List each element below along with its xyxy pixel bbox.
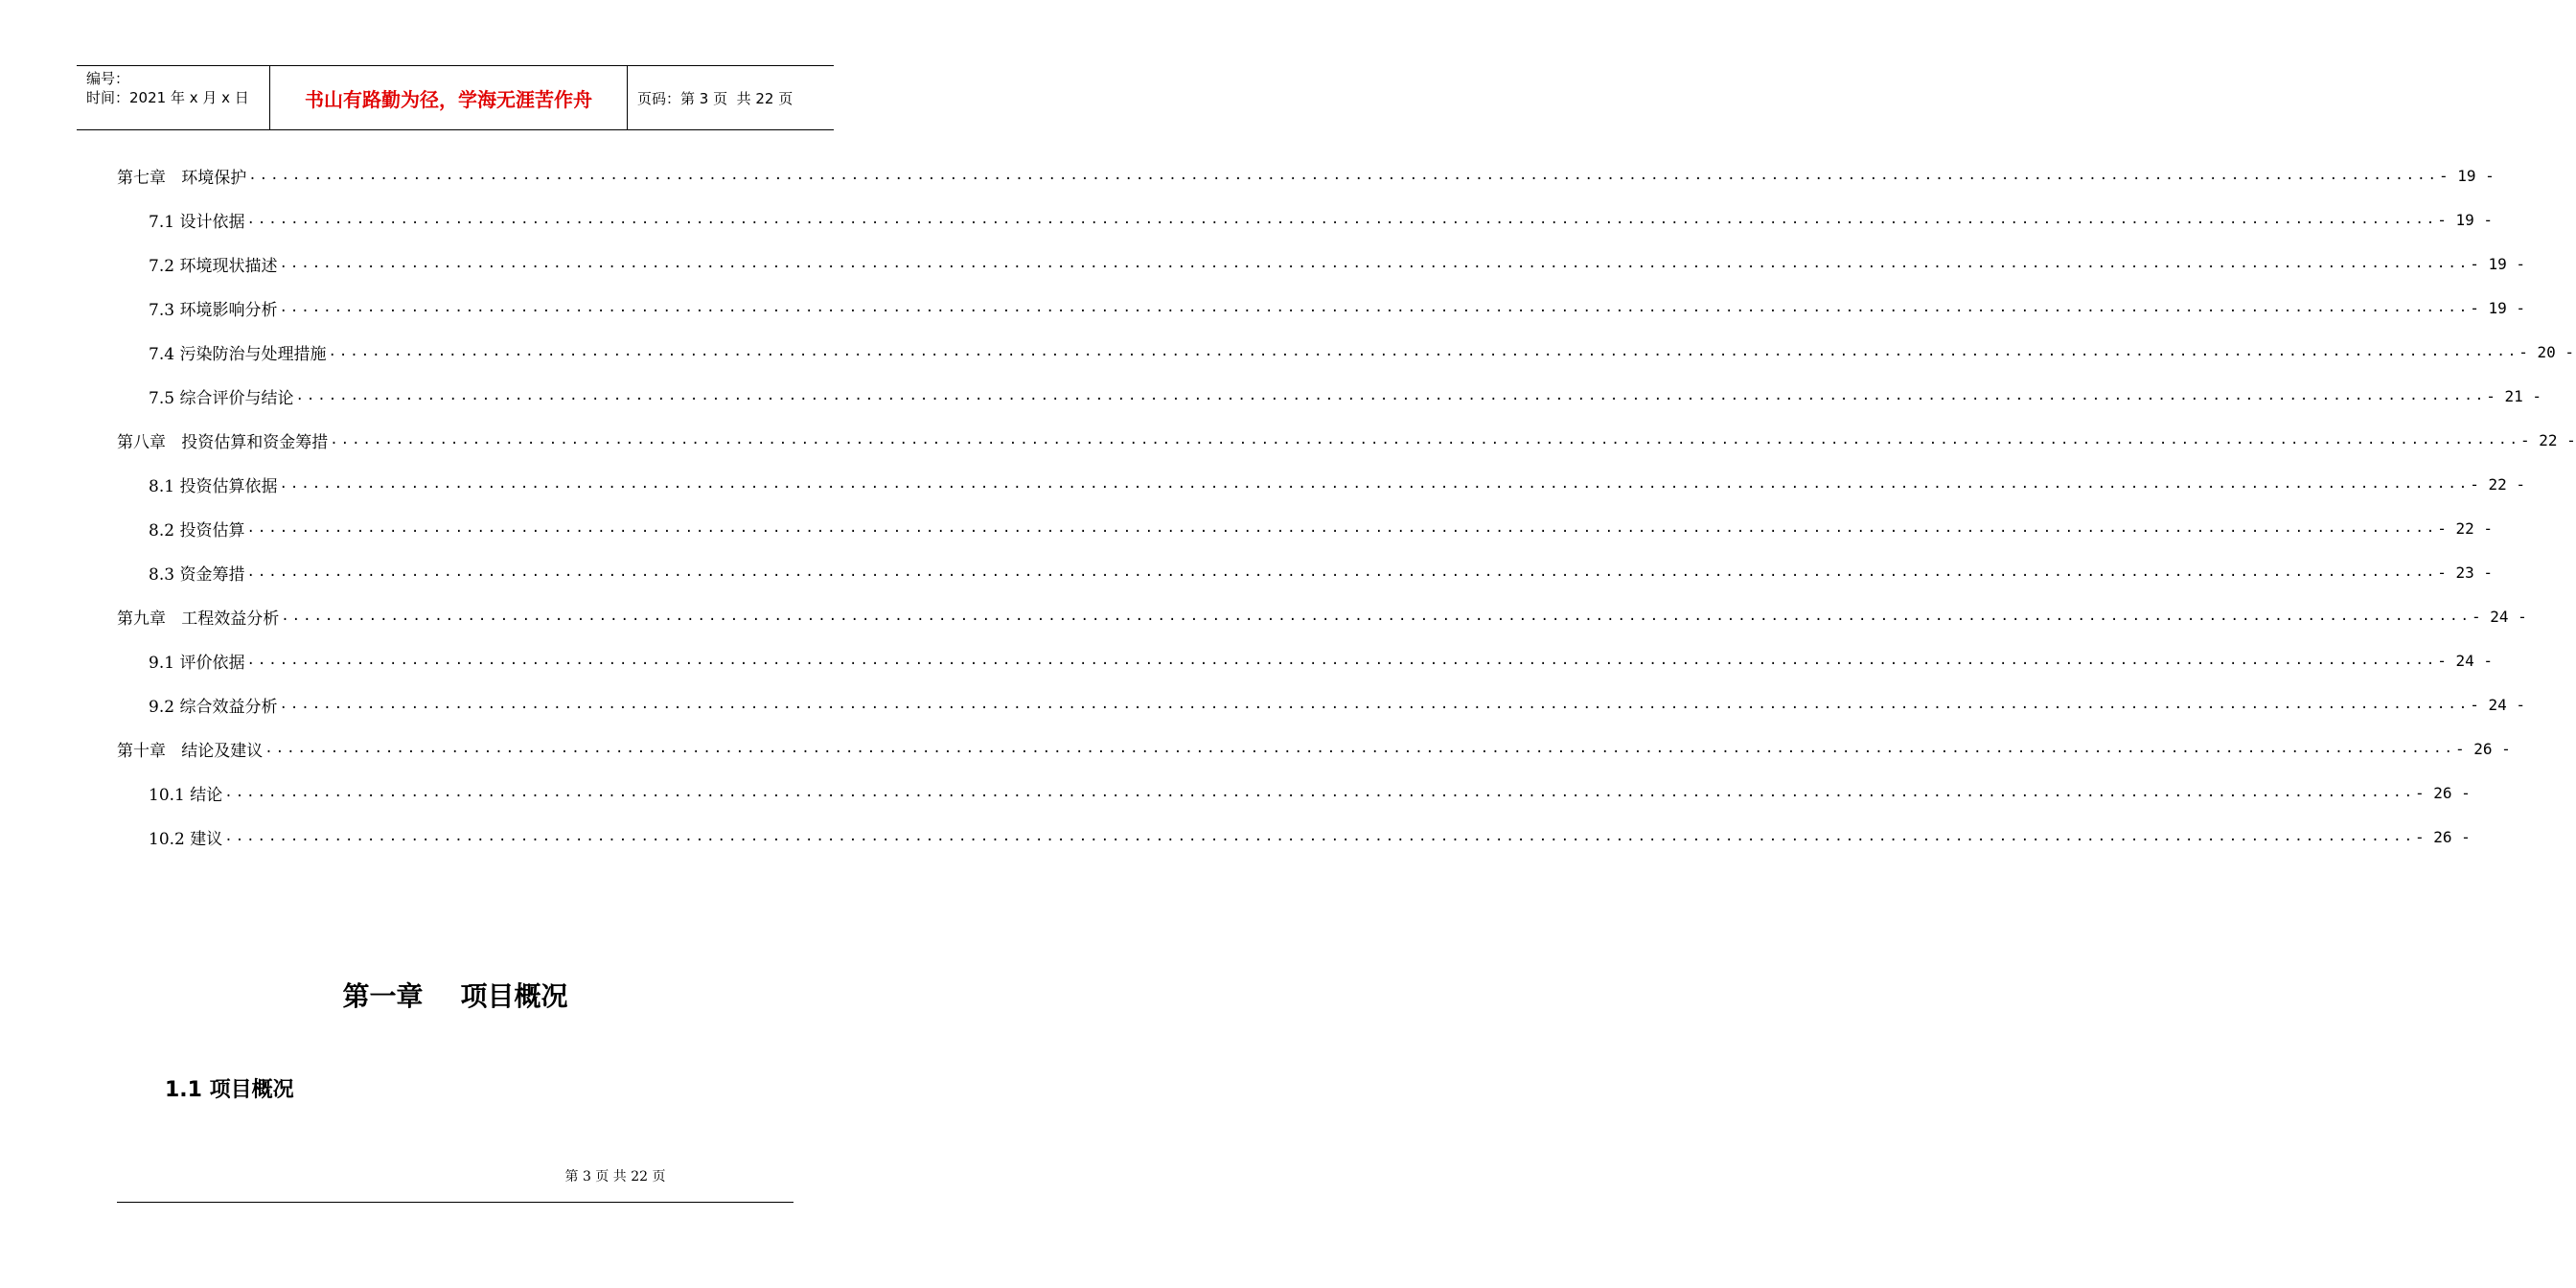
toc-entry[interactable] — [0, 286, 2525, 330]
toc-entry-title: 7.4 污染防治与处理措施 — [149, 344, 327, 364]
toc-entry[interactable] — [0, 242, 2525, 286]
toc-entry-title: 7.5 综合评价与结论 — [149, 388, 294, 408]
toc-entry-page: - 19 - — [2470, 298, 2525, 317]
toc-entry[interactable] — [0, 726, 2511, 770]
toc-entry-page: - 19 - — [2438, 166, 2495, 185]
document-number-label: 编号： — [86, 70, 130, 87]
toc-entry-page: - 22 - — [2519, 430, 2576, 449]
toc-entry-page: - 19 - — [2437, 210, 2493, 229]
toc-entry[interactable] — [0, 682, 2525, 726]
toc-dot-leader: ........................................................................................................................................................................................................ — [246, 520, 2438, 536]
toc-entry-title: 7.2 环境现状描述 — [149, 256, 278, 276]
toc-dot-leader: ........................................................................................................................................................................................................ — [281, 609, 2472, 624]
toc-entry-title: 7.3 环境影响分析 — [149, 300, 278, 320]
toc-entry-title: 第八章 投资估算和资金筹措 — [117, 432, 329, 452]
footer-divider — [117, 1202, 794, 1203]
toc-entry-page: - 26 - — [2454, 739, 2511, 758]
page-header — [77, 65, 834, 130]
toc-entry-title: 第七章 环境保护 — [117, 168, 247, 188]
toc-dot-leader: ........................................................................................................................................................................................................ — [224, 829, 2416, 844]
section-heading: 1.1 项目概况 — [165, 1078, 294, 1102]
page-footer: 第 3 页 共 22 页 — [564, 1169, 666, 1184]
toc-dot-leader: ........................................................................................................................................................................................................ — [295, 388, 2487, 403]
toc-dot-leader: ........................................................................................................................................................................................................ — [264, 741, 2455, 756]
toc-entry-page: - 22 - — [2470, 474, 2525, 494]
toc-entry[interactable] — [0, 550, 2493, 594]
toc-dot-leader: ........................................................................................................................................................................................................ — [330, 432, 2520, 448]
toc-entry[interactable] — [0, 374, 2542, 418]
toc-dot-leader: ........................................................................................................................................................................................................ — [248, 168, 2439, 183]
toc-entry-page: - 26 - — [2415, 783, 2471, 802]
toc-entry[interactable] — [0, 815, 2471, 859]
header-meta — [77, 66, 270, 129]
toc-entry[interactable] — [0, 418, 2576, 462]
toc-entry-page: - 21 - — [2486, 386, 2542, 405]
header-motto: 书山有路勤为径，学海无涯苦作舟 — [270, 66, 628, 129]
toc-entry-title: 9.1 评价依据 — [149, 653, 245, 673]
toc-entry-page: - 24 - — [2471, 607, 2527, 626]
toc-entry-page: - 23 - — [2437, 563, 2493, 582]
toc-entry[interactable] — [0, 197, 2493, 242]
toc-entry-title: 第九章 工程效益分析 — [117, 609, 280, 629]
toc-entry-page: - 26 - — [2415, 827, 2471, 846]
chapter-heading: 第一章 项目概况 — [342, 980, 568, 1012]
toc-entry-page: - 20 - — [2518, 342, 2574, 361]
toc-entry-title: 9.2 综合效益分析 — [149, 697, 278, 717]
toc-dot-leader: ........................................................................................................................................................................................................ — [279, 300, 2471, 315]
toc-entry[interactable] — [0, 462, 2525, 506]
document-date-label: 时间：2021 年 x 月 x 日 — [86, 89, 249, 106]
toc-entry-title: 8.2 投资估算 — [149, 520, 245, 540]
header-page-info: 页码：第 3 页 共 22 页 — [637, 89, 794, 107]
toc-dot-leader: ........................................................................................................................................................................................................ — [246, 564, 2438, 580]
toc-entry[interactable] — [0, 638, 2493, 682]
toc-entry-page: - 22 - — [2437, 518, 2493, 538]
toc-entry-title: 第十章 结论及建议 — [117, 741, 264, 761]
toc-entry-page: - 24 - — [2470, 695, 2525, 714]
toc-dot-leader: ........................................................................................................................................................................................................ — [279, 256, 2471, 271]
toc-entry-page: - 24 - — [2437, 651, 2493, 670]
toc-entry[interactable] — [0, 153, 2495, 197]
toc-entry-title: 8.3 资金筹措 — [149, 564, 245, 585]
toc-dot-leader: ........................................................................................................................................................................................................ — [246, 653, 2438, 668]
toc-dot-leader: ........................................................................................................................................................................................................ — [246, 212, 2438, 227]
toc-dot-leader: ........................................................................................................................................................................................................ — [328, 344, 2519, 359]
toc-entry-title: 7.1 设计依据 — [149, 212, 245, 232]
toc-dot-leader: ........................................................................................................................................................................................................ — [279, 697, 2471, 712]
toc-entry[interactable] — [0, 594, 2527, 638]
toc-dot-leader: ........................................................................................................................................................................................................ — [279, 476, 2471, 492]
toc-entry[interactable] — [0, 506, 2493, 550]
toc-entry-page: - 19 - — [2470, 254, 2525, 273]
toc-dot-leader: ........................................................................................................................................................................................................ — [224, 785, 2416, 800]
toc-entry-title: 10.1 结论 — [149, 785, 223, 805]
toc-entry[interactable] — [0, 330, 2574, 374]
toc-entry[interactable] — [0, 770, 2471, 815]
toc-entry-title: 10.2 建议 — [149, 829, 223, 849]
toc-entry-title: 8.1 投资估算依据 — [149, 476, 278, 496]
